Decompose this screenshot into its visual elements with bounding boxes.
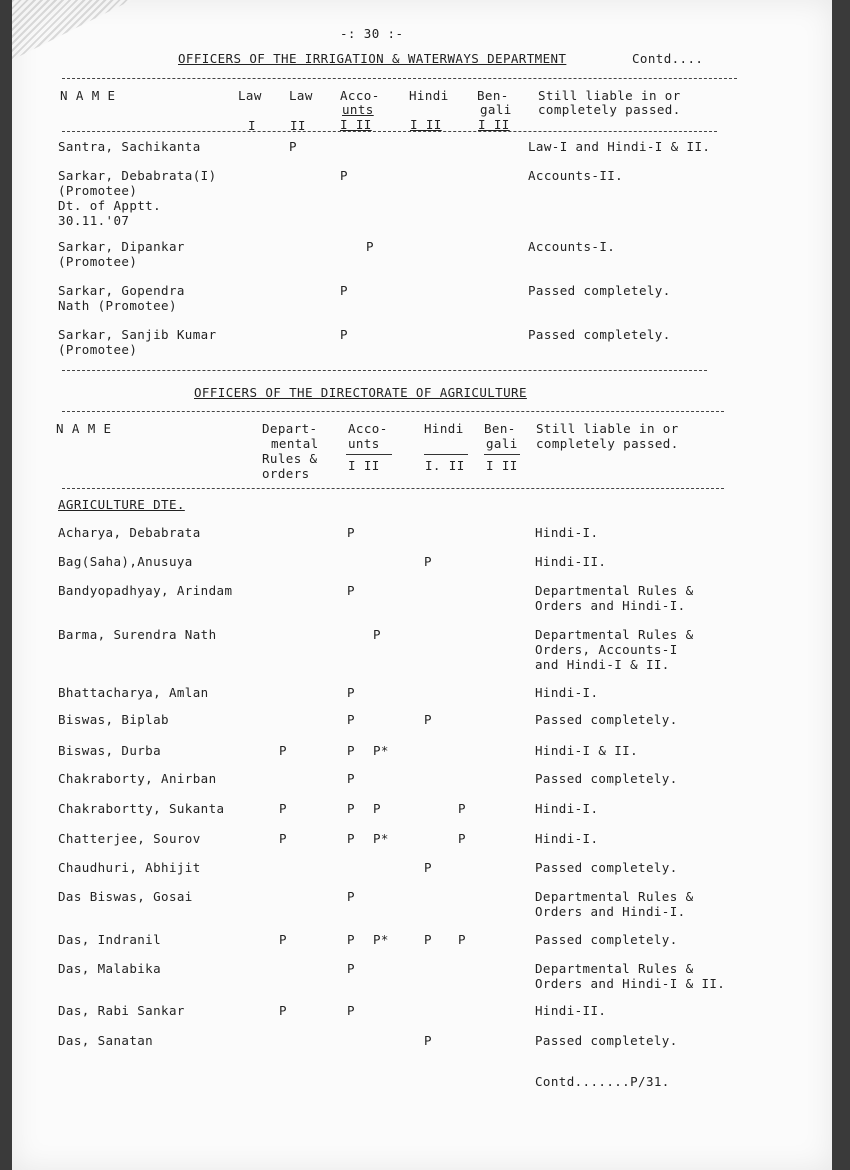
column-header-name: N A M E (60, 88, 116, 103)
column-header-status: Still liable in or (536, 421, 679, 436)
status-text: Passed completely. (528, 283, 671, 298)
pass-mark: P (347, 685, 355, 700)
pass-mark: P* (373, 831, 389, 846)
column-header-accounts: unts (342, 102, 374, 117)
status-text: Departmental Rules & (535, 961, 694, 976)
officer-name: Das, Sanatan (58, 1033, 154, 1048)
column-header-accounts: unts (348, 436, 380, 451)
officer-name: Das, Indranil (58, 932, 162, 947)
pass-mark: P* (373, 932, 389, 947)
status-text: Law-I and Hindi-I & II. (528, 139, 711, 154)
officer-name: Sarkar, Dipankar (58, 239, 185, 254)
status-text: Hindi-I. (535, 801, 599, 816)
header-bottom-rule (62, 131, 717, 132)
column-sub-hindi: I II (410, 117, 442, 132)
status-text: Hindi-I. (535, 685, 599, 700)
pass-mark: P (347, 932, 355, 947)
column-header-status: completely passed. (538, 102, 681, 117)
column-header-status: completely passed. (536, 436, 679, 451)
officer-name: Sarkar, Debabrata(I) (58, 168, 217, 183)
officer-name: Chakraborty, Anirban (58, 771, 217, 786)
pass-mark: P (279, 831, 287, 846)
hindi-underline (424, 454, 468, 455)
pass-mark: P (347, 712, 355, 727)
section-title: OFFICERS OF THE DIRECTORATE OF AGRICULTURE (194, 385, 527, 400)
officer-name: Biswas, Biplab (58, 712, 169, 727)
column-header-accounts: Acco- (340, 88, 380, 103)
pass-mark: P (366, 239, 374, 254)
pass-mark: P (279, 743, 287, 758)
column-header-bengali: gali (480, 102, 512, 117)
officer-name: (Promotee) (58, 342, 138, 357)
column-sub-law1: I (248, 118, 256, 133)
status-text: Passed completely. (528, 327, 671, 342)
pass-mark: P (373, 627, 381, 642)
column-header-hindi: Hindi (409, 88, 449, 103)
pass-mark: P (340, 327, 348, 342)
pass-mark: P (347, 583, 355, 598)
status-text: Hindi-II. (535, 554, 607, 569)
subheading: AGRICULTURE DTE. (58, 497, 185, 512)
status-text: Hindi-I. (535, 831, 599, 846)
pass-mark: P (289, 139, 297, 154)
pass-mark: P (347, 889, 355, 904)
column-sub-law2: II (290, 118, 306, 133)
column-sub-bengali: I II (478, 117, 510, 132)
section-divider-rule (62, 370, 707, 371)
pass-mark: P (347, 1003, 355, 1018)
status-text: Passed completely. (535, 1033, 678, 1048)
accounts-underline (346, 454, 392, 455)
status-text: Hindi-II. (535, 1003, 607, 1018)
status-text: Hindi-I & II. (535, 743, 639, 758)
officer-name: Das, Malabika (58, 961, 162, 976)
status-text: Departmental Rules & (535, 889, 694, 904)
pass-mark: P (279, 1003, 287, 1018)
status-text: Passed completely. (535, 771, 678, 786)
officer-name: Sarkar, Sanjib Kumar (58, 327, 217, 342)
column-header-status: Still liable in or (538, 88, 681, 103)
pass-mark: P (347, 801, 355, 816)
status-text: Departmental Rules & (535, 627, 694, 642)
officer-name: Acharya, Debabrata (58, 525, 201, 540)
column-header-departmental: mental (271, 436, 319, 451)
document-page (12, 0, 832, 1170)
officer-name: Chakrabortty, Sukanta (58, 801, 225, 816)
section-title: OFFICERS OF THE IRRIGATION & WATERWAYS DEPARTMENT (178, 51, 567, 66)
status-text: Orders and Hindi-I & II. (535, 976, 726, 991)
officer-name: Das, Rabi Sankar (58, 1003, 185, 1018)
status-text: Accounts-II. (528, 168, 624, 183)
pass-mark: P (347, 961, 355, 976)
pass-mark: P (458, 831, 466, 846)
officer-name: (Promotee) (58, 183, 138, 198)
officer-name: Das Biswas, Gosai (58, 889, 193, 904)
column-header-bengali: gali (486, 436, 518, 451)
contd-label: Contd.... (632, 51, 704, 66)
header-bottom-rule (62, 488, 724, 489)
officer-name: Nath (Promotee) (58, 298, 177, 313)
column-sub-bengali: I II (486, 458, 518, 473)
officer-name: Chaudhuri, Abhijit (58, 860, 201, 875)
pass-mark: P (458, 932, 466, 947)
officer-name: 30.11.'07 (58, 213, 130, 228)
pass-mark: P (373, 801, 381, 816)
column-header-law1: Law (238, 88, 262, 103)
officer-name: Bandyopadhyay, Arindam (58, 583, 233, 598)
status-text: and Hindi-I & II. (535, 657, 670, 672)
officer-name: Santra, Sachikanta (58, 139, 201, 154)
page-number: -: 30 :- (340, 26, 404, 41)
pass-mark: P (279, 932, 287, 947)
status-text: Orders and Hindi-I. (535, 904, 686, 919)
pass-mark: P (424, 554, 432, 569)
column-sub-accounts: I II (348, 458, 380, 473)
column-header-accounts: Acco- (348, 421, 388, 436)
column-sub-hindi: I. II (425, 458, 465, 473)
pass-mark: P (458, 801, 466, 816)
continued-footer: Contd.......P/31. (535, 1074, 670, 1089)
column-header-departmental: orders (262, 466, 310, 481)
pass-mark: P (279, 801, 287, 816)
column-header-departmental: Rules & (262, 451, 318, 466)
column-header-bengali: Ben- (477, 88, 509, 103)
pass-mark: P (424, 1033, 432, 1048)
status-text: Hindi-I. (535, 525, 599, 540)
pass-mark: P (347, 525, 355, 540)
officer-name: Biswas, Durba (58, 743, 162, 758)
officer-name: Bhattacharya, Amlan (58, 685, 209, 700)
pass-mark: P (347, 831, 355, 846)
officer-name: Chatterjee, Sourov (58, 831, 201, 846)
column-header-name: N A M E (56, 421, 112, 436)
officer-name: (Promotee) (58, 254, 138, 269)
pass-mark: P (424, 932, 432, 947)
status-text: Departmental Rules & (535, 583, 694, 598)
officer-name: Bag(Saha),Anusuya (58, 554, 193, 569)
page-corner-shading (12, 0, 132, 60)
status-text: Orders, Accounts-I (535, 642, 678, 657)
status-text: Passed completely. (535, 932, 678, 947)
pass-mark: P (340, 283, 348, 298)
column-header-bengali: Ben- (484, 421, 516, 436)
status-text: Orders and Hindi-I. (535, 598, 686, 613)
pass-mark: P (340, 168, 348, 183)
officer-name: Barma, Surendra Nath (58, 627, 217, 642)
column-header-hindi: Hindi (424, 421, 464, 436)
pass-mark: P (347, 743, 355, 758)
pass-mark: P (424, 712, 432, 727)
status-text: Accounts-I. (528, 239, 616, 254)
header-top-rule (62, 411, 724, 412)
column-header-law2: Law (289, 88, 313, 103)
pass-mark: P (347, 771, 355, 786)
header-top-rule (62, 78, 737, 79)
status-text: Passed completely. (535, 860, 678, 875)
bengali-underline (484, 454, 520, 455)
status-text: Passed completely. (535, 712, 678, 727)
officer-name: Sarkar, Gopendra (58, 283, 185, 298)
column-sub-accounts: I II (340, 117, 372, 132)
officer-name: Dt. of Apptt. (58, 198, 162, 213)
pass-mark: P* (373, 743, 389, 758)
pass-mark: P (424, 860, 432, 875)
column-header-departmental: Depart- (262, 421, 318, 436)
